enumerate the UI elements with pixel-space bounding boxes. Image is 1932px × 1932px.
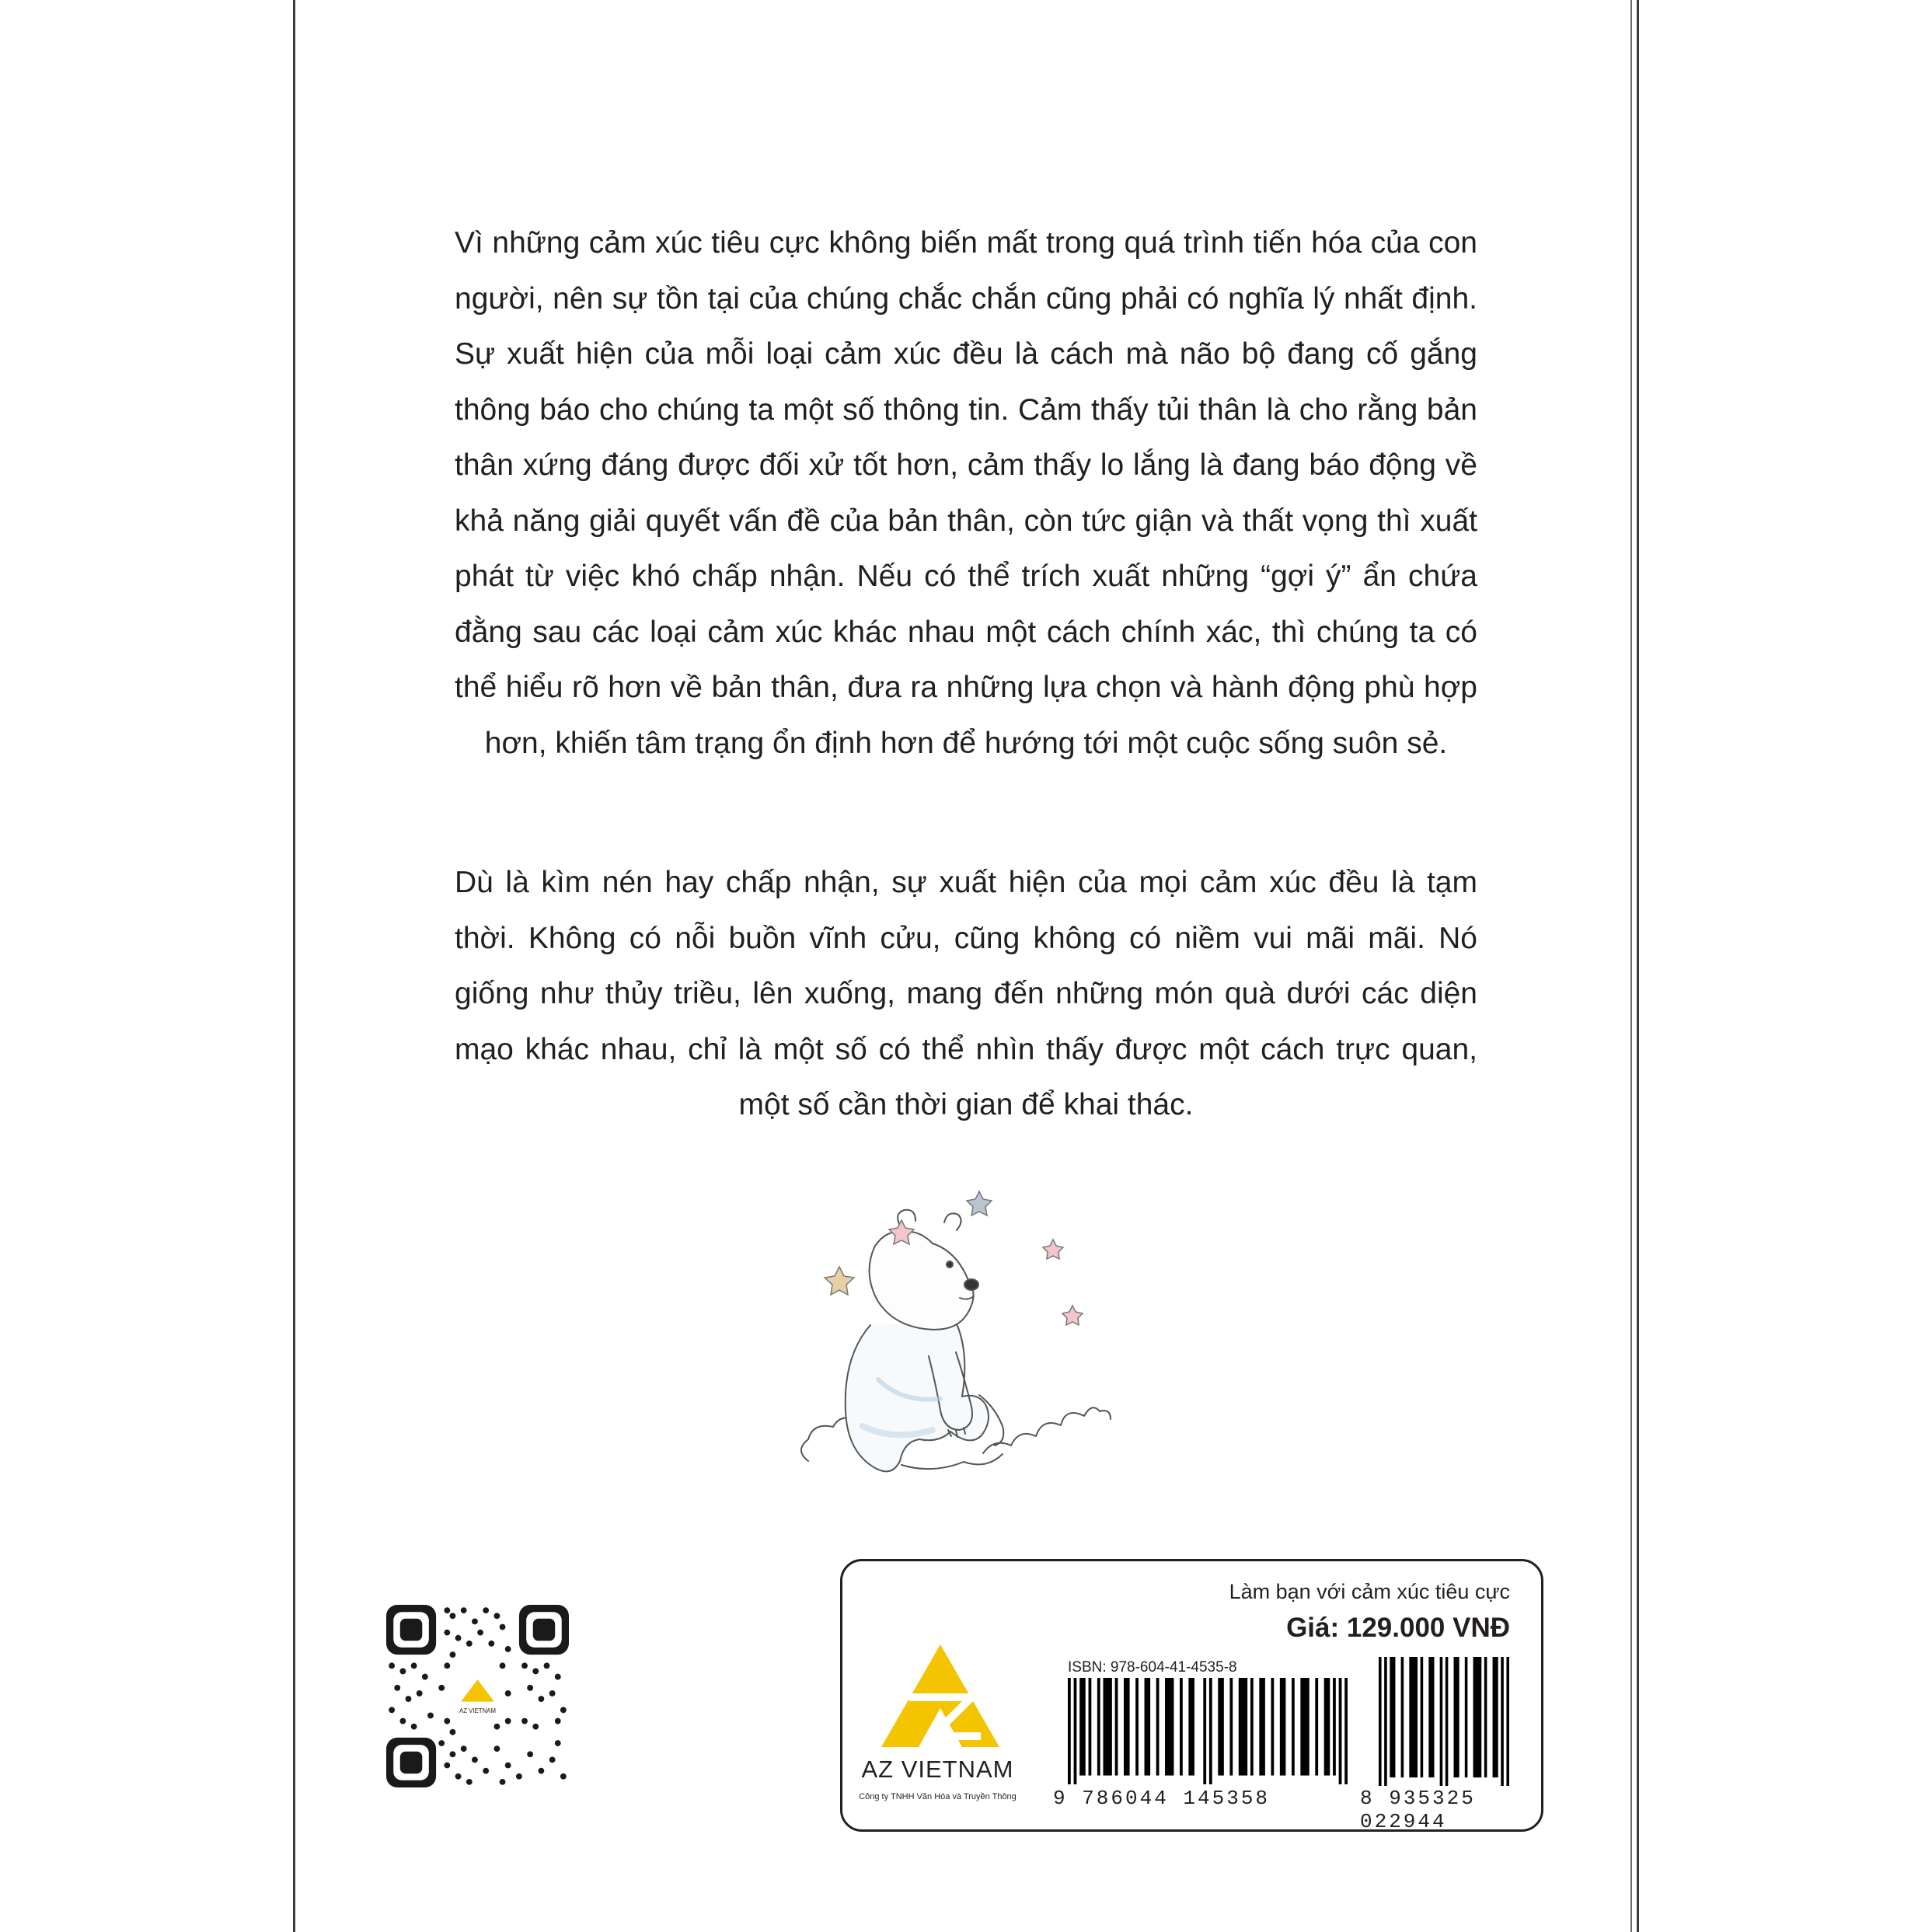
blurb-paragraph-1: Vì những cảm xúc tiêu cực không biến mất trong quá trình tiến hóa của con người, nên sự tồn tại của chúng chắc chắn cũng phải có nghĩa lý nhất định. Sự xuất hiện của mỗi loại cảm xúc đều là cách mà não bộ đang cố gắng thông báo cho chúng ta một số thông tin. Cảm thấy tủi thân là cho rằng bản thân xứng đáng được đối xử tốt hơn, cảm thấy lo lắng là đang báo động về khả năng giải quyết vấn đề của bản thân, còn tức giận và thất vọng thì xuất phát từ việc khó chấp nhận. Nếu có thể trích xuất những “gợi ý” ẩn chứa đằng sau các loại cảm xúc khác nhau một cách chính xác, thì chúng ta có thể hiểu rõ hơn về bản thân, đưa ra những lựa chọn và hành động phù hợp hơn, khiến tâm trạng ổn định hơn để hướng tới một cuộc sống suôn sẻ. [455,226,1477,760]
price-label: Giá: 129.000 VNĐ [1286,1613,1510,1643]
book-title: Làm bạn với cảm xúc tiêu cực [1229,1580,1510,1603]
isbn-label: ISBN: 978-604-41-4535-8 [1068,1659,1237,1676]
az-vietnam-logo-icon [878,1641,1003,1750]
product-barcode-digits: 8 935325 022944 [1360,1787,1476,1833]
isbn-barcode-digits: 9 786044 145358 [1053,1787,1271,1810]
product-barcode [1379,1657,1509,1786]
qr-code[interactable] [386,1605,569,1787]
publisher-name: AZ VIETNAM [861,1756,1014,1783]
polar-bear-illustration [785,1177,1135,1488]
isbn-barcode [1068,1678,1348,1784]
blurb-paragraph-2: Dù là kìm nén hay chấp nhận, sự xuất hiện của mọi cảm xúc đều là tạm thời. Không có nỗi buồn vĩnh cửu, cũng không có niềm vui mãi mãi. Nó giống như thủy triều, lên xuống, mang đến những món quà dưới các diện mạo khác nhau, chỉ là một số có thể nhìn thấy được một cách trực quan, một số cần thời gian để khai thác. [455,866,1477,1121]
qr-center-label: AZ VIETNAM [459,1707,496,1714]
spine-edge [1630,0,1632,1932]
publisher-company: Công ty TNHH Văn Hóa và Truyền Thông [859,1792,1017,1801]
price-barcode-box [840,1559,1543,1832]
